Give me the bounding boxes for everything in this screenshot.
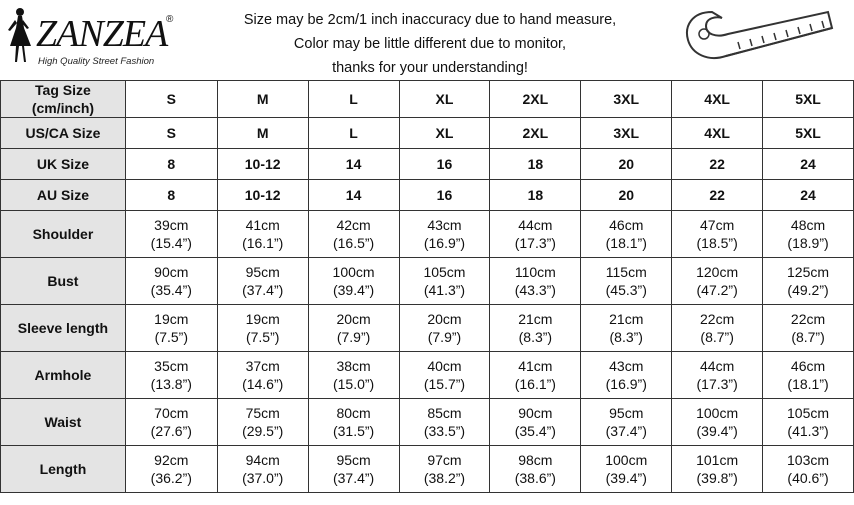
cm-value: 90cm [154,264,189,280]
size-cell: 8 [125,180,217,211]
cm-value: 41cm [518,358,553,374]
cm-value: 46cm [790,358,826,374]
measurement-cell [763,352,854,399]
measuring-tape-icon [682,4,842,70]
tag-size-cell: 2XL [490,81,581,118]
inch-value: (37.4”) [332,470,375,486]
size-conversion-row [1,118,854,149]
cm-value: 46cm [609,217,644,233]
measurement-cell [125,399,217,446]
size-cell: 22 [672,180,763,211]
inch-value: (45.3”) [605,282,647,298]
inch-value: (37.0”) [242,470,284,486]
measurement-cell [125,446,217,493]
measurement-cell [581,399,672,446]
size-cell: 16 [399,149,490,180]
measurement-cell [581,211,672,258]
size-conversion-row [1,180,854,211]
measurement-cell [217,352,308,399]
size-conversion-row [1,149,854,180]
cm-value: 42cm [336,217,371,233]
inch-value: (7.9”) [427,329,462,345]
cm-value: 95cm [245,264,280,280]
measurement-cell [308,446,399,493]
measurement-cell [399,305,490,352]
measurement-notice [210,8,650,80]
tag-size-cell: S [125,81,217,118]
tag-size-cell: L [308,81,399,118]
cm-value: 19cm [154,311,189,327]
measurement-cell [672,446,763,493]
cm-value: 100cm [605,452,648,468]
inch-value: (37.4”) [605,423,647,439]
inch-value: (8.3”) [609,329,643,345]
measurement-cell [217,211,308,258]
measurement-row [1,305,854,352]
notice-line: thanks for your understanding! [332,60,528,76]
tag-size-row [1,81,854,118]
cm-value: 47cm [700,217,735,233]
inch-value: (18.1”) [787,376,829,392]
measurement-cell [399,258,490,305]
inch-value: (39.4”) [696,423,738,439]
cm-value: 80cm [336,405,371,421]
inch-value: (41.3”) [787,423,829,439]
brand-name: ZANZEA [36,13,168,55]
tag-size-cell: XL [399,81,490,118]
size-cell: 14 [308,149,399,180]
measurement-cell [490,446,581,493]
cm-value: 20cm [336,311,371,327]
measurement-cell [672,352,763,399]
measurement-cell [490,352,581,399]
cm-value: 39cm [154,217,189,233]
size-cell: 10-12 [217,180,308,211]
measurement-cell [490,305,581,352]
cm-value: 21cm [518,311,553,327]
measurement-cell [125,211,217,258]
measurement-cell [125,305,217,352]
cm-value: 70cm [154,405,189,421]
measurement-row [1,258,854,305]
inch-value: (47.2”) [696,282,738,298]
measurement-cell [763,211,854,258]
size-cell: 20 [581,180,672,211]
size-cell: 16 [399,180,490,211]
measurement-cell [125,352,217,399]
inch-value: (8.7”) [791,329,825,345]
cm-value: 92cm [154,452,189,468]
cm-value: 110cm [514,264,556,280]
measurement-cell [581,446,672,493]
header-label [1,81,126,118]
inch-value: (16.5”) [332,235,375,251]
measurement-cell [672,211,763,258]
measurement-cell [581,352,672,399]
measurement-cell [217,258,308,305]
measurement-cell [763,399,854,446]
cm-value: 19cm [245,311,280,327]
row-label: AU Size [1,180,126,211]
measurement-cell [490,399,581,446]
inch-value: (39.4”) [605,470,647,486]
inch-value: (18.5”) [696,235,738,251]
inch-value: (7.5”) [154,329,189,345]
measurement-cell [399,352,490,399]
inch-value: (18.9”) [787,235,829,251]
cm-value: 41cm [245,217,280,233]
row-label: Bust [1,258,126,305]
inch-value: (38.2”) [423,470,466,486]
cm-value: 100cm [696,405,739,421]
cm-value: 125cm [787,264,830,280]
measurement-cell [581,258,672,305]
cm-value: 94cm [245,452,280,468]
row-label: Shoulder [1,211,126,258]
measurement-cell [399,446,490,493]
inch-value: (27.6”) [150,423,192,439]
inch-value: (35.4”) [150,282,192,298]
cm-value: 37cm [245,358,280,374]
inch-value: (8.7”) [700,329,734,345]
cm-value: 35cm [154,358,189,374]
measurement-cell [217,446,308,493]
inch-value: (18.1”) [605,235,647,251]
cm-value: 105cm [423,264,466,280]
measurement-row [1,211,854,258]
size-cell: XL [399,118,490,149]
measurement-cell [763,305,854,352]
inch-value: (35.4”) [514,423,556,439]
size-cell: 4XL [672,118,763,149]
cm-value: 85cm [427,405,462,421]
inch-value: (39.4”) [332,282,375,298]
size-cell: 20 [581,149,672,180]
size-cell: 5XL [763,118,854,149]
measurement-cell [308,399,399,446]
size-cell: 18 [490,180,581,211]
tag-size-cell: M [217,81,308,118]
measurement-row [1,446,854,493]
measurement-cell [672,399,763,446]
notice-line: Color may be little different due to monitor, [293,36,567,52]
inch-value: (14.6”) [242,376,284,392]
inch-value: (8.3”) [518,329,553,345]
inch-value: (13.8”) [150,376,192,392]
inch-value: (40.6”) [787,470,829,486]
measurement-cell [490,211,581,258]
cm-value: 95cm [609,405,644,421]
cm-value: 95cm [336,452,371,468]
size-cell: 3XL [581,118,672,149]
measurement-row [1,352,854,399]
measurement-cell [308,258,399,305]
inch-value: (36.2”) [150,470,192,486]
size-cell: 22 [672,149,763,180]
row-label: Armhole [1,352,126,399]
cm-value: 120cm [696,264,739,280]
measurement-cell [308,352,399,399]
cm-value: 90cm [518,405,553,421]
inch-value: (16.9”) [605,376,647,392]
size-cell: 24 [763,180,854,211]
measurement-cell [308,305,399,352]
notice-line: Size may be 2cm/1 inch inaccuracy due to hand measure, [243,12,617,28]
row-label: UK Size [1,149,126,180]
inch-value: (33.5”) [423,423,466,439]
row-label: Waist [1,399,126,446]
measurement-cell [672,258,763,305]
cm-value: 20cm [427,311,462,327]
size-chart-table [0,80,854,493]
measurement-row [1,399,854,446]
size-cell: 18 [490,149,581,180]
inch-value: (41.3”) [423,282,466,298]
inch-value: (16.1”) [514,376,556,392]
registered-mark: ® [166,14,174,25]
measurement-cell [763,446,854,493]
cm-value: 105cm [787,405,830,421]
inch-value: (16.1”) [242,235,284,251]
measurement-cell [217,305,308,352]
measurement-cell [399,211,490,258]
inch-value: (17.3”) [696,376,738,392]
cm-value: 43cm [609,358,644,374]
inch-value: (49.2”) [787,282,829,298]
measurement-cell [581,305,672,352]
cm-value: 97cm [427,452,462,468]
measurement-cell [125,258,217,305]
tag-size-cell: 4XL [672,81,763,118]
size-cell: 8 [125,149,217,180]
size-cell: 14 [308,180,399,211]
page-header [0,0,854,80]
inch-value: (31.5”) [332,423,375,439]
size-cell: 24 [763,149,854,180]
inch-value: (37.4”) [242,282,284,298]
row-label: Length [1,446,126,493]
inch-value: (15.0”) [332,376,375,392]
size-cell: 10-12 [217,149,308,180]
cm-value: 21cm [609,311,644,327]
woman-silhouette-icon [4,6,34,64]
cm-value: 22cm [700,311,735,327]
inch-value: (7.9”) [336,329,371,345]
measurement-cell [217,399,308,446]
inch-value: (7.5”) [245,329,280,345]
row-label: Sleeve length [1,305,126,352]
cm-value: 44cm [700,358,735,374]
measurement-cell [490,258,581,305]
cm-value: 100cm [332,264,375,280]
brand-tagline: High Quality Street Fashion [38,56,155,67]
inch-value: (29.5”) [242,423,284,439]
size-cell: S [125,118,217,149]
inch-value: (17.3”) [514,235,556,251]
inch-value: (16.9”) [423,235,466,251]
cm-value: 103cm [787,452,830,468]
inch-value: (39.8”) [696,470,738,486]
size-cell: 2XL [490,118,581,149]
header-label-line: Tag Size [35,82,91,98]
inch-value: (38.6”) [514,470,556,486]
cm-value: 22cm [790,311,826,327]
size-cell: L [308,118,399,149]
cm-value: 115cm [605,264,647,280]
cm-value: 75cm [245,405,280,421]
cm-value: 101cm [696,452,739,468]
cm-value: 38cm [336,358,371,374]
row-label: US/CA Size [1,118,126,149]
inch-value: (15.4”) [150,235,192,251]
brand-logo [4,6,184,68]
measurement-cell [763,258,854,305]
measurement-cell [672,305,763,352]
inch-value: (15.7”) [423,376,466,392]
cm-value: 98cm [518,452,553,468]
cm-value: 44cm [518,217,553,233]
measurement-cell [399,399,490,446]
cm-value: 48cm [790,217,826,233]
cm-value: 40cm [427,358,462,374]
cm-value: 43cm [427,217,462,233]
size-cell: M [217,118,308,149]
inch-value: (43.3”) [514,282,556,298]
measurement-cell [308,211,399,258]
tag-size-cell: 3XL [581,81,672,118]
tag-size-cell: 5XL [763,81,854,118]
header-label-line: (cm/inch) [31,100,95,116]
